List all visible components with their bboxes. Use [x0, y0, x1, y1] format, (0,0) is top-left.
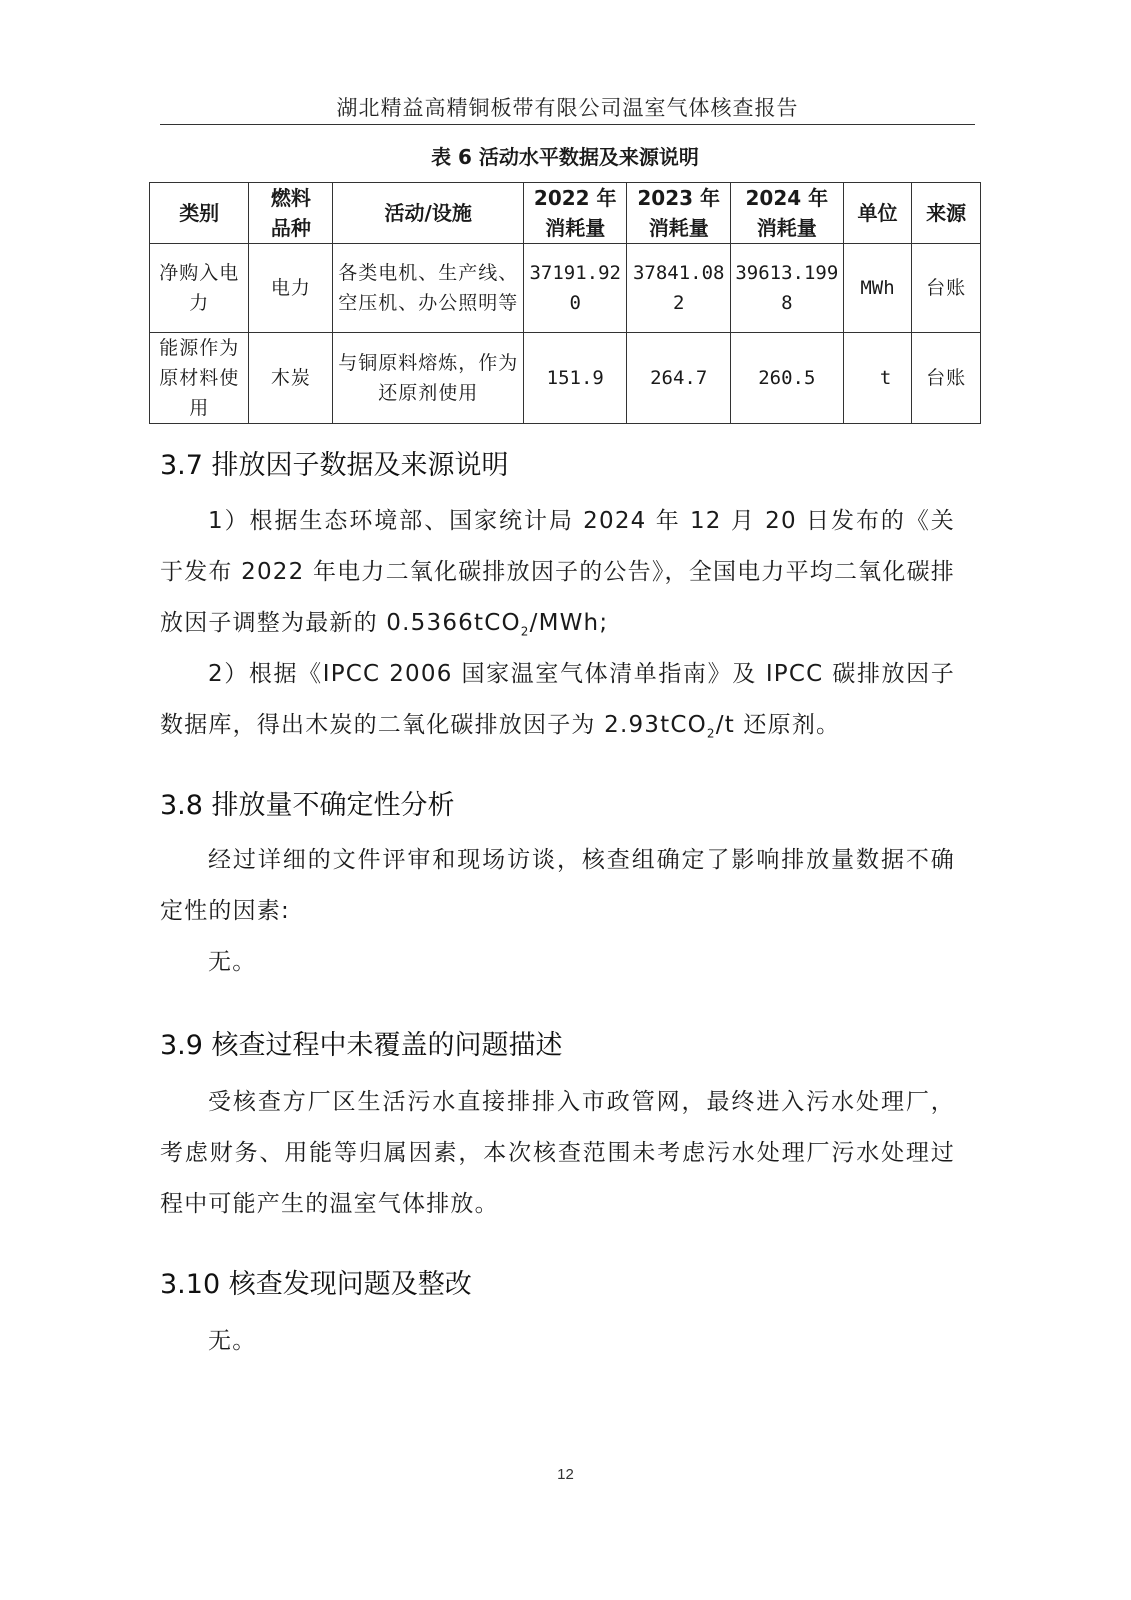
- section-3-10-paragraph-1: 无。: [208, 1328, 257, 1354]
- table-header-row: [150, 183, 981, 244]
- cell-2023: 37841.082: [627, 244, 730, 333]
- page-number: 12: [557, 1466, 574, 1483]
- table-row: [150, 333, 981, 424]
- cell-unit: MWh: [843, 244, 912, 333]
- header-2022: [523, 183, 626, 244]
- cell-source: 台账: [912, 244, 981, 333]
- activity-data-table: [149, 182, 981, 424]
- section-3-7-paragraph-1: [160, 496, 955, 658]
- cell-fuel: 电力: [249, 244, 333, 333]
- section-3-7-title: 3.7 排放因子数据及来源说明: [160, 450, 509, 481]
- cell-2022: 151.9: [523, 333, 626, 424]
- header-2023-line1: 2023 年: [637, 186, 721, 210]
- header-fuel-line1: 燃料: [270, 186, 311, 210]
- cell-activity: 与铜原料熔炼，作为还原剂使用: [333, 333, 524, 424]
- section-3-8-paragraph-2: 无。: [208, 949, 257, 975]
- header-2024-line1: 2024 年: [745, 186, 829, 210]
- section-3-10-title: 3.10 核查发现问题及整改: [160, 1269, 472, 1300]
- section-3-7-paragraph-1-tail: /MWh;: [529, 610, 609, 636]
- table-row: [150, 244, 981, 333]
- header-2022-line2: 消耗量: [545, 216, 606, 240]
- header-unit: 单位: [843, 183, 912, 244]
- section-3-8-title: 3.8 排放量不确定性分析: [160, 790, 455, 821]
- report-header-title: 湖北精益高精铜板带有限公司温室气体核查报告: [336, 96, 799, 120]
- section-3-7-paragraph-2-text: 2）根据《IPCC 2006 国家温室气体清单指南》及 IPCC 碳排放因子数据库，得出木炭的二氧化碳排放因子为 2.93tCO: [160, 661, 955, 738]
- cell-2023: 264.7: [627, 333, 730, 424]
- section-3-8-paragraph-1: 经过详细的文件评审和现场访谈，核查组确定了影响排放量数据不确定性的因素:: [160, 847, 955, 924]
- header-activity: 活动/设施: [333, 183, 524, 244]
- section-3-7-paragraph-1-text: 1）根据生态环境部、国家统计局 2024 年 12 月 20 日发布的《关于发布 2022 年电力二氧化碳排放因子的公告》，全国电力平均二氧化碳排放因子调整为最新的 0.5366tCO: [160, 508, 955, 636]
- section-3-9-paragraph-1: 受核查方厂区生活污水直接排排入市政管网，最终进入污水处理厂，考虑财务、用能等归属因素，本次核查范围未考虑污水处理厂污水处理过程中可能产生的温室气体排放。: [160, 1089, 955, 1217]
- header-2022-line1: 2022 年: [533, 186, 617, 210]
- section-3-7-paragraph-2-tail: /t 还原剂。: [715, 712, 841, 738]
- cell-2024: 260.5: [730, 333, 843, 424]
- cell-fuel: 木炭: [249, 333, 333, 424]
- co2-subscript: 2: [520, 624, 530, 639]
- cell-source: 台账: [912, 333, 981, 424]
- header-2023: [627, 183, 730, 244]
- cell-unit: t: [843, 333, 912, 424]
- header-source: 来源: [912, 183, 981, 244]
- co2-subscript: 2: [706, 726, 716, 741]
- header-2023-line2: 消耗量: [648, 216, 709, 240]
- header-2024: [730, 183, 843, 244]
- header-2024-line2: 消耗量: [756, 216, 817, 240]
- section-3-7-paragraph-2: [160, 649, 955, 760]
- table-caption: 表 6 活动水平数据及来源说明: [431, 145, 699, 169]
- cell-category: 能源作为原材料使用: [150, 333, 249, 424]
- cell-2022: 37191.920: [523, 244, 626, 333]
- cell-category: 净购入电力: [150, 244, 249, 333]
- header-divider: [160, 124, 975, 125]
- cell-activity: 各类电机、生产线、空压机、办公照明等: [333, 244, 524, 333]
- cell-2024: 39613.1998: [730, 244, 843, 333]
- section-3-9-title: 3.9 核查过程中未覆盖的问题描述: [160, 1030, 563, 1061]
- header-fuel: [249, 183, 333, 244]
- header-fuel-line2: 品种: [270, 216, 311, 240]
- header-category: 类别: [150, 183, 249, 244]
